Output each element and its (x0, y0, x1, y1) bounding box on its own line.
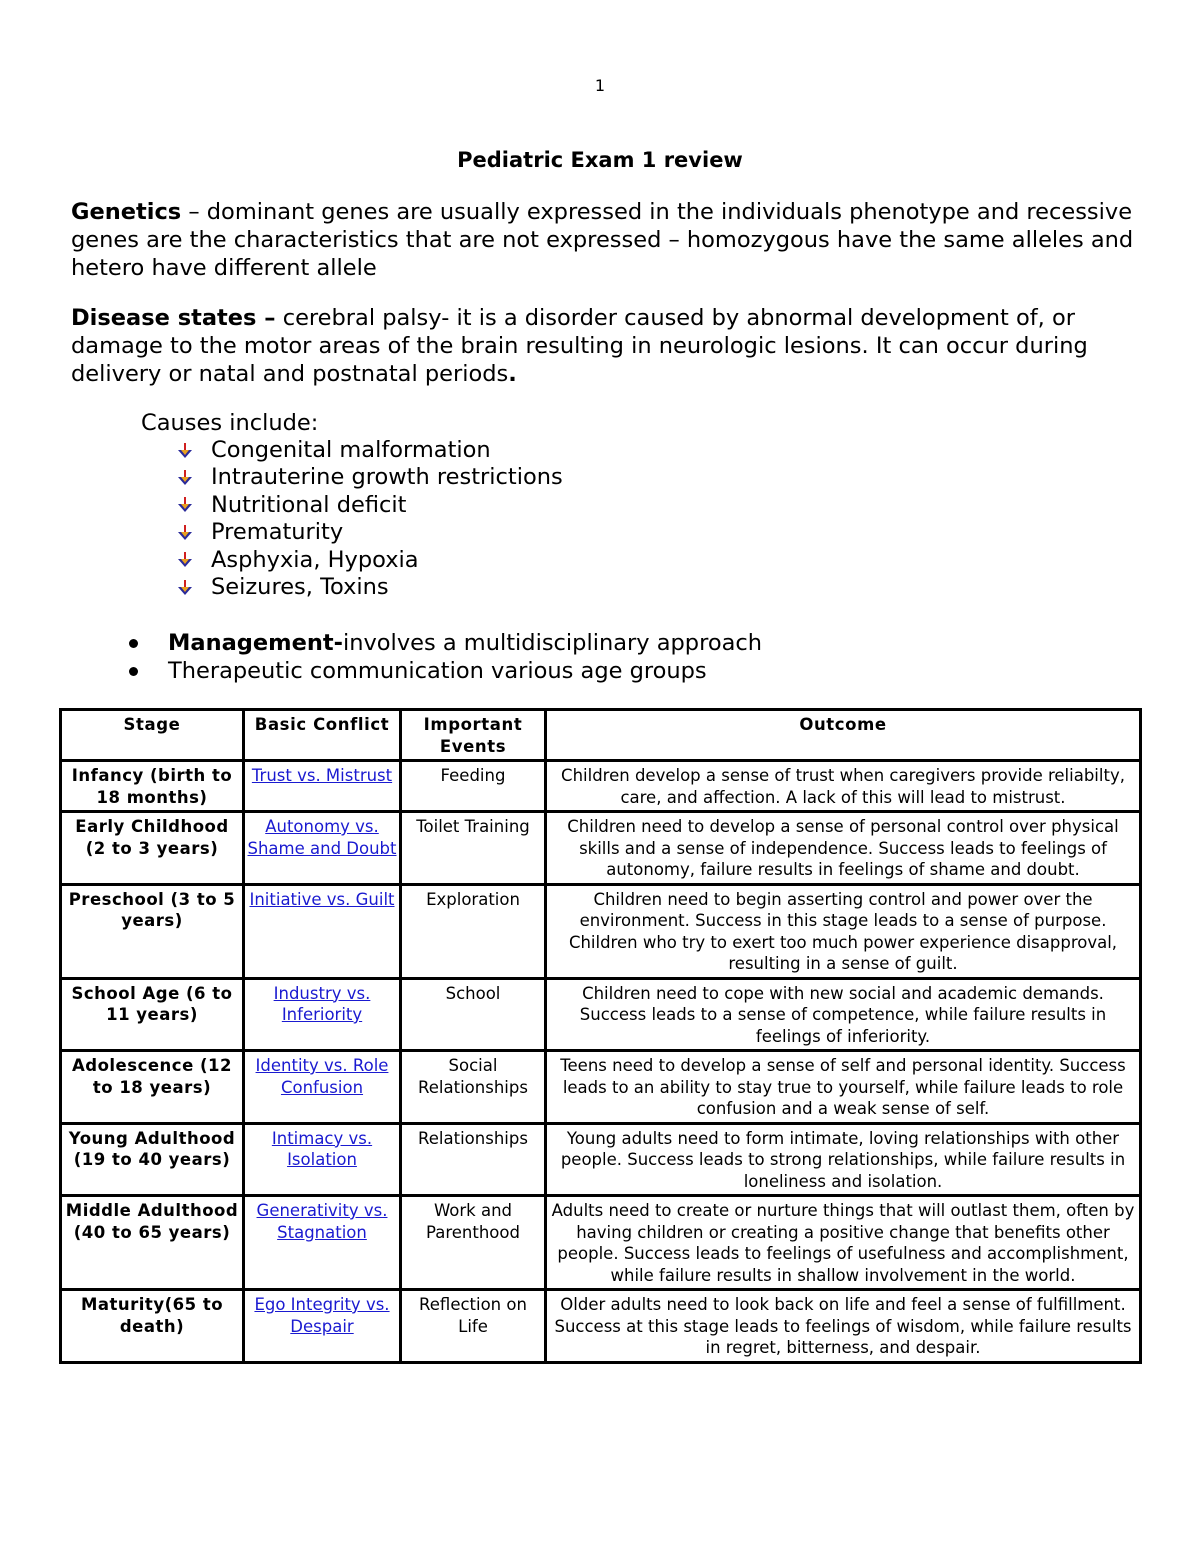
outcome-cell: Young adults need to form intimate, loving relationships with other people. Success leads to strong relationships, while failure results in loneliness and isolation. (546, 1123, 1141, 1196)
outcome-cell: Children need to develop a sense of personal control over physical skills and a sense of independence. Success leads to feelings of autonomy, failure results in feelings of shame and doubt. (546, 812, 1141, 885)
arrow-down-icon (174, 550, 196, 570)
stage-cell: Middle Adulthood (40 to 65 years) (61, 1196, 244, 1290)
conflict-link[interactable]: Autonomy vs. Shame and Doubt (247, 817, 397, 858)
list-item (174, 574, 563, 601)
events-cell: School (401, 978, 546, 1051)
list-item (126, 657, 762, 685)
cause-text: Congenital malformation (211, 437, 491, 463)
therapeutic-text: Therapeutic communication various age groups (168, 658, 707, 684)
disease-states-label: Disease states – (71, 305, 276, 331)
header-important-events: Important Events (401, 710, 546, 761)
arrow-down-icon (174, 523, 196, 543)
cause-text: Intrauterine growth restrictions (211, 464, 563, 491)
table-row (61, 1051, 1141, 1124)
cause-text: Seizures, Toxins (211, 573, 389, 600)
bullet-icon (129, 639, 138, 648)
arrow-down-icon (174, 468, 196, 488)
table-row (61, 812, 1141, 885)
bullet-icon (129, 667, 138, 676)
conflict-link[interactable]: Generativity vs. Stagnation (256, 1201, 388, 1242)
conflict-link[interactable]: Ego Integrity vs. Despair (254, 1295, 390, 1336)
events-cell: Work and Parenthood (401, 1196, 546, 1290)
list-item (174, 437, 563, 464)
disease-states-end: . (508, 361, 517, 387)
bullet-list (126, 629, 762, 685)
cause-text: Prematurity (211, 519, 344, 546)
conflict-link[interactable]: Identity vs. Role Confusion (255, 1056, 389, 1097)
disease-states-paragraph (71, 304, 1141, 388)
table-row (61, 761, 1141, 812)
cause-text: Asphyxia, Hypoxia (211, 546, 419, 573)
table-header-row (61, 710, 1141, 761)
stage-cell: Preschool (3 to 5 years) (61, 884, 244, 978)
management-text: involves a multidisciplinary approach (342, 630, 763, 656)
genetics-text: – dominant genes are usually expressed in the individuals phenotype and recessive genes are the characteristics that are not expressed – homozygous have the same alleles and hetero have different allele (71, 199, 1134, 281)
outcome-cell: Children need to cope with new social and academic demands. Success leads to a sense of competence, while failure results in feelings of inferiority. (546, 978, 1141, 1051)
conflict-cell (244, 978, 401, 1051)
table-row (61, 1196, 1141, 1290)
genetics-label: Genetics (71, 199, 182, 225)
conflict-cell (244, 1290, 401, 1363)
erikson-stages-table (59, 708, 1142, 1364)
list-item (126, 629, 762, 657)
management-label: Management- (168, 630, 343, 656)
stage-cell: Adolescence (12 to 18 years) (61, 1051, 244, 1124)
header-outcome: Outcome (546, 710, 1141, 761)
events-cell: Exploration (401, 884, 546, 978)
events-cell: Toilet Training (401, 812, 546, 885)
document-title: Pediatric Exam 1 review (457, 148, 743, 172)
stage-cell: School Age (6 to 11 years) (61, 978, 244, 1051)
table-row (61, 1290, 1141, 1363)
stage-cell: Early Childhood (2 to 3 years) (61, 812, 244, 885)
stage-cell: Maturity(65 to death) (61, 1290, 244, 1363)
header-stage: Stage (61, 710, 244, 761)
outcome-cell: Teens need to develop a sense of self and personal identity. Success leads to an ability to stay true to yourself, while failure leads to role confusion and a weak sense of self. (546, 1051, 1141, 1124)
conflict-cell (244, 1196, 401, 1290)
genetics-paragraph (71, 198, 1141, 282)
causes-list (174, 437, 563, 601)
arrow-down-icon (174, 495, 196, 515)
events-cell: Reflection on Life (401, 1290, 546, 1363)
outcome-cell: Children need to begin asserting control and power over the environment. Success in this stage leads to a sense of purpose. Children who try to exert too much power experience disapproval, resulting in a sense of guilt. (546, 884, 1141, 978)
causes-intro: Causes include: (141, 410, 319, 436)
table-row (61, 1123, 1141, 1196)
events-cell: Feeding (401, 761, 546, 812)
list-item (174, 519, 563, 546)
list-item (174, 492, 563, 519)
cause-text: Nutritional deficit (211, 491, 407, 518)
conflict-cell (244, 761, 401, 812)
arrow-down-icon (174, 578, 196, 598)
conflict-cell (244, 1051, 401, 1124)
stage-cell: Young Adulthood (19 to 40 years) (61, 1123, 244, 1196)
stage-cell: Infancy (birth to 18 months) (61, 761, 244, 812)
outcome-cell: Children develop a sense of trust when caregivers provide reliabilty, care, and affection. A lack of this will lead to mistrust. (546, 761, 1141, 812)
conflict-cell (244, 1123, 401, 1196)
outcome-cell: Adults need to create or nurture things that will outlast them, often by having children or creating a positive change that benefits other people. Success leads to feelings of usefulness and accomplishment, while failure results in shallow involvement in the world. (546, 1196, 1141, 1290)
conflict-link[interactable]: Initiative vs. Guilt (249, 889, 395, 909)
conflict-link[interactable]: Intimacy vs. Isolation (271, 1128, 373, 1169)
page-number: 1 (594, 76, 606, 95)
header-basic-conflict: Basic Conflict (244, 710, 401, 761)
conflict-link[interactable]: Industry vs. Inferiority (273, 983, 371, 1024)
list-item (174, 464, 563, 491)
conflict-link[interactable]: Trust vs. Mistrust (251, 766, 393, 785)
events-cell: Relationships (401, 1123, 546, 1196)
outcome-cell: Older adults need to look back on life and feel a sense of fulfillment. Success at this stage leads to feelings of wisdom, while failure results in regret, bitterness, and despair. (546, 1290, 1141, 1363)
conflict-cell (244, 812, 401, 885)
conflict-cell (244, 884, 401, 978)
arrow-down-icon (174, 441, 196, 461)
list-item (174, 547, 563, 574)
table-row (61, 978, 1141, 1051)
disease-states-text: cerebral palsy- it is a disorder caused by abnormal development of, or damage to the motor areas of the brain resulting in neurologic lesions. It can occur during delivery or natal and postnatal periods (71, 305, 1088, 387)
table-row (61, 884, 1141, 978)
events-cell: Social Relationships (401, 1051, 546, 1124)
